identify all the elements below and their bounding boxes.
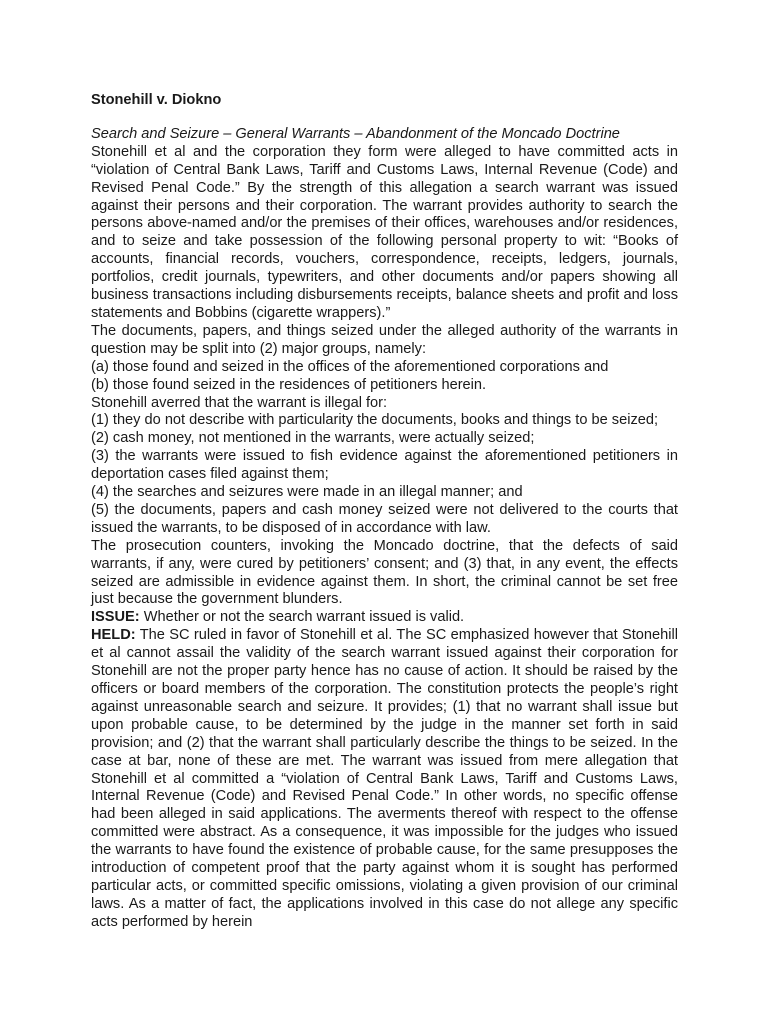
reason-item-2: (2) cash money, not mentioned in the warrants, were actually seized; <box>91 430 535 447</box>
issue-label: ISSUE: <box>91 609 140 626</box>
reason-item-3: (3) the warrants were issued to fish evidence against the aforementioned petitioners in deportation cases filed against them; <box>91 448 678 483</box>
document-subtitle: Search and Seizure – General Warrants – Abandonment of the Moncado Doctrine <box>91 125 620 142</box>
document-title: Stonehill v. Diokno <box>91 92 222 108</box>
held-paragraph <box>91 627 678 931</box>
issue-paragraph <box>91 609 678 627</box>
group-item-b: (b) those found seized in the residences of petitioners herein. <box>91 376 487 393</box>
held-text: The SC ruled in favor of Stonehill et al. The SC emphasized however that Stonehill et al cannot assail the validity of the search warrant issued against their corporation for Stonehill are not the proper party hence has no cause of action. It should be raised by the officers or board members of the corporation. The constitution protects the people’s right against unreasonable search and seizure. It provides; (1) that no warrant shall issue but upon probable cause, to be determined by the judge in the manner set forth in said provision; and (2) that the warrant shall particularly describe the things to be seized. In the case at bar, none of these are met. The warrant was issued from mere allegation that Stonehill et al committed a “violation of Central Bank Laws, Tariff and Customs Laws, Internal Revenue (Code) and Revised Penal Code.” In other words, no specific offense had been alleged in said applications. The averments thereof with respect to the offense committed were abstract. As a consequence, it was impossible for the judges who issued the warrants to have found the existence of probable cause, for the same presupposes the introduction of competent proof that the party against whom it is sought has performed particular acts, or committed specific omissions, violating a given provision of our criminal laws. As a matter of fact, the applications involved in this case do not allege any specific acts performed by herein <box>91 627 678 930</box>
held-label: HELD: <box>91 627 136 644</box>
illegal-intro: Stonehill averred that the warrant is illegal for: <box>91 394 388 411</box>
reason-item-4: (4) the searches and seizures were made in an illegal manner; and <box>91 484 523 501</box>
document-page <box>91 92 678 932</box>
facts-paragraph: Stonehill et al and the corporation they form were alleged to have committed acts in “violation of Central Bank Laws, Tariff and Customs Laws, Internal Revenue (Code) and Revised Penal Code.” By the strength of this allegation a search warrant was issued against their persons and their corporation. The warrant provides authority to search the persons above-named and/or the premises of their offices, warehouses and/or residences, and to seize and take possession of the following personal property to wit: “Books of accounts, financial records, vouchers, correspondence, receipts, ledgers, journals, portfolios, credit journals, typewriters, and other documents and/or papers showing all business transactions including disbursements receipts, balance sheets and profit and loss statements and Bobbins (cigarette wrappers).” <box>91 143 678 321</box>
group-item-a: (a) those found and seized in the offices of the aforementioned corporations and <box>91 358 609 375</box>
issue-text: Whether or not the search warrant issued is valid. <box>139 609 465 626</box>
reason-item-5: (5) the documents, papers and cash money seized were not delivered to the courts that issued the warrants, to be disposed of in accordance with law. <box>91 501 678 536</box>
groups-intro: The documents, papers, and things seized under the alleged authority of the warrants in question may be split into (2) major groups, namely: <box>91 322 678 357</box>
reason-item-1: (1) they do not describe with particularity the documents, books and things to be seized; <box>91 412 659 429</box>
prosecution-paragraph: The prosecution counters, invoking the Moncado doctrine, that the defects of said warrants, if any, were cured by petitioners’ consent; and (3) that, in any event, the effects seized are admissible in evidence against them. In short, the criminal cannot be set free just because the government blunders. <box>91 537 678 608</box>
